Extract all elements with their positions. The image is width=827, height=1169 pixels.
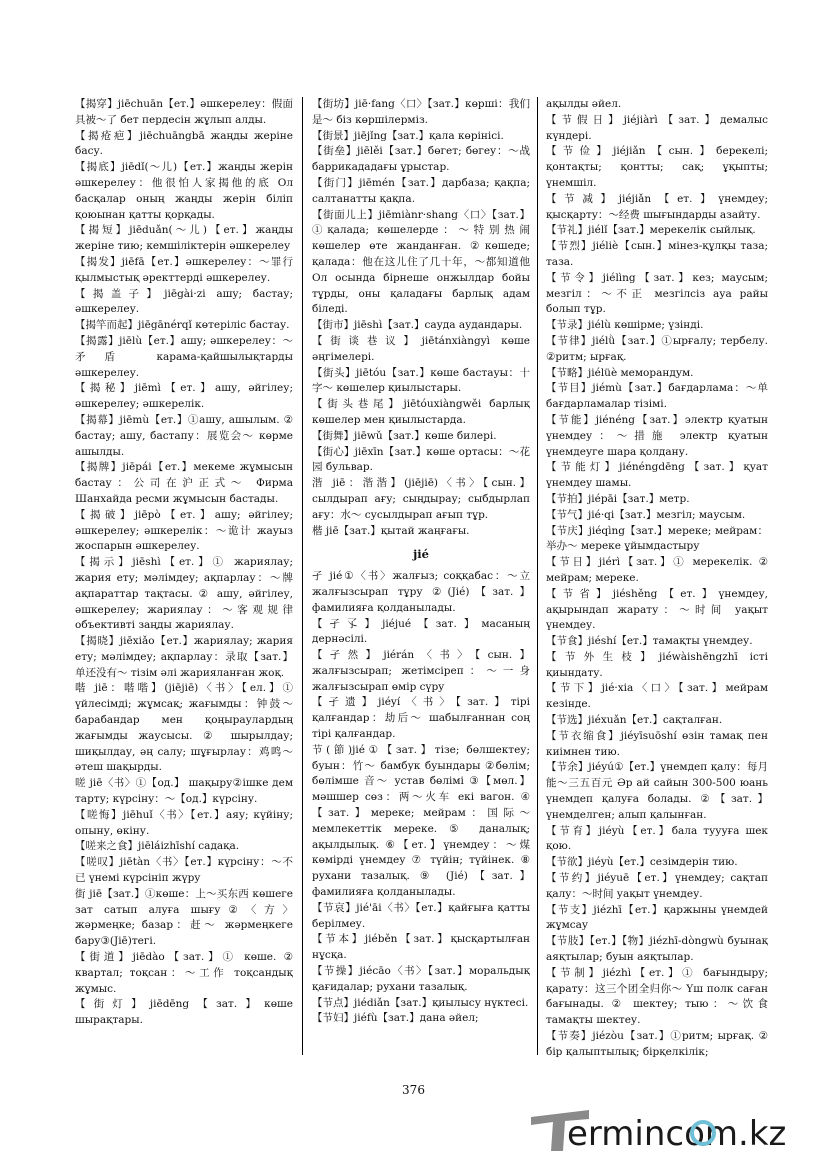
dictionary-entry: 【节肢】【ет.】【物】jiézhī-dòngwù буынақ аяқтылар; буын аяқтылар. (546, 935, 768, 964)
dictionary-entry: 【街门】jiēmén【зат.】дарбаза; қақпа; салтанатты қақпа. (312, 176, 530, 205)
dictionary-entry: 【节下】jié·xia〈口〉【зат.】мейрам кезінде. (546, 682, 768, 711)
dictionary-entry: 【街垒】jiēlěi【зат.】бөгет; бөгеу：～战 баррикададағы ұрыстар. (312, 145, 530, 174)
dictionary-entry: 【嗟来之食】jiēláizhīshí садақа. (75, 840, 240, 853)
page-number: 376 (402, 1083, 425, 1097)
dictionary-entry: 【节拍】jiépāi【зат.】метр. (546, 492, 690, 505)
dictionary-column-2 (312, 97, 530, 1057)
dictionary-entry: 【街坊】jiē·fang〈口〉【зат.】көрші：我们是～ біз көршілерміз. (312, 98, 530, 126)
dictionary-entry: ақылды әйел. (546, 98, 622, 110)
dictionary-entry: 【揭发】jiēfā【ет.】әшкерелеу：～罪行 қылмыстық әректтерді әшкерелеу. (75, 255, 293, 284)
dictionary-entry: 【节操】jiécāo〈书〉【зат.】моральдық қағидалар; рухани тазалық. (312, 965, 530, 993)
dictionary-entry: 【节录】jiélù көшірме; үзінді. (546, 319, 704, 332)
dictionary-entry: 【揭晓】jiēxiǎo【ет.】жариялау; жария ету; мәлімдеу; ақпарлау：录取【зат.】单还没有～ тізім әлі жарияланған жоқ. (75, 635, 293, 679)
dictionary-entry: 【孑遗】jiéyí〈书〉【зат.】тірі қалғандар：劫后～ шабылғаннан соң тірі қалғандар. (312, 696, 530, 741)
dictionary-entry: 【节能】jiénéng【зат.】электр қуатын үнемдеу：～措施 электр қуатын үнемдеуге шара қолдану. (546, 413, 768, 458)
dictionary-entry: 【街灯】jiēdēng【зат.】көше шырақтары. (75, 998, 293, 1027)
column-divider (302, 97, 303, 1055)
dictionary-entry: 【孑孓】jiéjué【зат.】масаның дернәсілі. (312, 617, 530, 646)
dictionary-entry: 【街头】jiētóu【зат.】көше бастауы：十字～ көшелер қиылыстары. (312, 366, 530, 395)
dictionary-entry: 【揭幕】jiēmù【ет.】①ашу, ашылым. ② бастау; ашу, бастапу：展览会～ көрме ашылды. (75, 413, 293, 458)
dictionary-entry: 【孑然】jiérán〈书〉【сын.】жалғызсырап; жетімсіреп：～一身 жалғызсырап өмір сүру (312, 649, 530, 693)
svg-text:ermincom.kz: ermincom.kz (567, 1114, 787, 1154)
dictionary-entry: 【节奏】jiézòu【зат.】①ритм; ырғақ. ② бір қалыптылық; бірқелкілік; (546, 1030, 768, 1057)
dictionary-entry: 【揭示】jiēshì【ет.】① жариялау; жария ету; мәлімдеу; ақпарлау：～牌 ақпараттар тақтасы. ② ашу, әйгілеу, әшкерелеу; жариялау：～客观规律 объективті заңды жариялау. (75, 556, 293, 632)
dictionary-entry: 【揭破】jiēpò【ет.】ашу; әйгілеу; әшкерелеу; әшкерелік：～诡计 жауыз жоспарын әшкерелеу. (75, 508, 293, 553)
dictionary-entry: 【嗟叹】jiētàn〈书〉【ет.】күрсіну：～不已 үнемі күрсініп жүру (75, 856, 293, 885)
dictionary-entry: 【节气】jié·qi【зат.】мезгіл; маусым. (546, 508, 746, 521)
dictionary-entry: 【揭牌】jiēpái【ет.】мекеме жұмысын бастау：公司在沪正式～ Фирма Шанхайда ресми жұмысын бастады. (75, 461, 293, 505)
dictionary-entry: 【揭疮疤】jiēchuāngbā жаңды жеріне басу. (75, 129, 293, 158)
dictionary-entry: 【节衣缩食】jiéyīsuōshí өзін тамақ пен киімнен тию. (546, 729, 768, 758)
dictionary-entry: 【节礼】jiélǐ【зат.】мерекелік сыйлық. (546, 224, 756, 237)
dictionary-entry: 【节令】jiélìng【зат.】кез; маусым; мезгіл：～不正 мезгілсіз ауа райы болып тұр. (546, 271, 768, 316)
dictionary-entry: 【揭穿】jiēchuān【ет.】әшкерелеу：假面具被～了 бет пердесін жұлып алды. (75, 98, 293, 126)
dictionary-entry: 【街谈巷议】jiētánxiàngyì көше әңгімелері. (312, 334, 530, 363)
dictionary-entry: 【揭底】jiēdǐ(～儿)【ет.】жаңды жерін әшкерелеу：他很怕人家揭他的底 Ол басқалар оның жаңды жерін біліп қоюынан қатты қорқады. (75, 161, 293, 221)
dictionary-entry: 【节日】jiérì【зат.】① мерекелік. ② мейрам; мереке. (546, 556, 768, 584)
dictionary-entry: 【节目】jiémù【зат.】бағдарлама：～单 бағдарламалар тізімі. (546, 382, 768, 411)
dictionary-entry: 【节制】jiézhì【ет.】① бағындыру; қарату：这三个团全归你～ Үш полк саған бағынады. ② шектеу; тыю：～饮食 тамақты шектеу. (546, 966, 768, 1027)
dictionary-entry: 【节假日】jiéjiàrì【зат.】демалыс күндері. (546, 113, 768, 142)
dictionary-entry: 【节能灯】jiénéngdēng【зат.】қуат үнемдеу шамы. (546, 461, 768, 490)
dictionary-entry: 【街景】jiējǐng【зат.】қала көрінісі. (312, 129, 504, 142)
dictionary-entry: 湝 jiē：湝湝】(jiējiē)〈书〉【сын.】сылдырап ағу; сыңдырау; сыбдырлап ағу：水～ сусылдырап ағып тұр. (312, 477, 530, 521)
dictionary-column-3 (546, 97, 768, 1057)
dictionary-entry: 【揭短】jiēduǎn(～儿)【ет.】жаңды жеріне тию; кемшіліктерін әшкерелеу (75, 224, 293, 253)
dictionary-entry: 楷 jiē【зат.】қытай жаңғағы. (312, 524, 470, 537)
dictionary-entry: 【节选】jiéxuǎn【ет.】сақталған. (546, 714, 723, 727)
dictionary-entry: 【节俭】jiéjiǎn【сын.】берекелі; қонтақты; қонтты; сақ; ұқыпты; үнемшіл. (546, 145, 768, 189)
dictionary-entry: 【嗟悔】jiēhuǐ〈书〉【ет.】аяу; күйіну; опыну, өкіну. (75, 808, 293, 837)
dictionary-entry: 【节烈】jiéliè【сын.】мінез-құлқы таза; таза. (546, 240, 768, 268)
dictionary-entry: 【节妇】jiéfù【зат.】дана әйел; (312, 1012, 479, 1025)
dictionary-entry: 【节欲】jiéyù【ет.】сезімдерін тию. (546, 856, 738, 869)
dictionary-entry: 【节约】jiéyuē【ет.】үнемдеу; сақтап қалу：～时间 уақыт үнемдеу. (546, 872, 768, 900)
dictionary-entry: 【街道】jiēdào【зат.】① көше. ② квартал; тоқсан：～工作 тоқсандық жұмыс. (75, 951, 293, 995)
dictionary-entry: 【节庆】jiéqìng【зат.】мереке; мейрам：举办～ мереке ұйымдастыру (546, 524, 768, 553)
dictionary-entry: 【揭秘】jiēmì【ет.】ашу, әйгілеу; әшкерелеу; әшкерелік. (75, 382, 293, 411)
dictionary-entry: 【节省】jiéshěng【ет.】үнемдеу, ақырындап жарату：～时间 уақыт үнемдеу. (546, 587, 768, 632)
dictionary-entry: 【街头巷尾】jiētóuxiàngwěi барлық көшелер мен қиылыстарда. (312, 398, 530, 426)
dictionary-column-1 (75, 97, 293, 1057)
dictionary-entry: 【节点】jiédiǎn【зат.】қиылысу нүктесі. (312, 996, 529, 1009)
dictionary-entry: 嗟 jiē〈书〉①【од.】 шақыру②ішке дем тарту; күрсіну：～【од.】күрсіну. (75, 777, 293, 806)
dictionary-entry: 【节食】jiéshí【ет.】тамақты үнемдеу. (546, 635, 753, 648)
dictionary-entry: 街 jiē【зат.】①көше：上～买东西 көшеге зат сатып алуға шығу②〈方〉жәрмеңке; базар：赶～ жәрмеңкеге бару③(Jiē)тегі. (75, 887, 293, 948)
dictionary-entry: 孑 jié①〈书〉жалғыз; соққабас：～立 жалғызсырап тұру ②(Jié)【зат.】фамилияға қолданылады. (312, 570, 530, 614)
section-heading: jié (413, 547, 429, 562)
dictionary-entry: 【节育】jiéyù【ет.】бала туууға шек қою. (546, 824, 768, 853)
dictionary-entry: 【节律】jiélǜ【зат.】①ырғалу; тербелу. ②ритм; ырғақ. (546, 334, 768, 363)
dictionary-entry: 节(節)jié①【зат.】тізе; бөлшектеу; буын：竹～ бамбук буындары ②бөлім; бөлімше 音～ устав бөлімі ③【мөл.】мәшшер сөз：两～火车 екі вагон. ④【зат.】мереке; мейрам：国际～ мемлекеттік мереке. ⑤ даналық; ақылдылық. ⑥【ет.】үнемдеу：～煤 көмірді үнемдеу ⑦ түйін; түйінек. ⑧ рухани тазалық. ⑨ (Jié)【зат.】фамилияға қолданылады. (312, 743, 530, 899)
dictionary-entry: 【节余】jiéyú①【ет.】үнемдеп қалу：每月能～三五百元 Әр ай сайын 300-500 юань үнемдеп қалуға болады. ②【зат.】үнемделген; алып қалынған. (546, 761, 768, 821)
dictionary-entry: 【街心】jiēxīn【зат.】көше ортасы：～花园 бульвар. (312, 445, 530, 474)
dictionary-entry: 【节略】jiélüè меморандум. (546, 366, 694, 379)
dictionary-entry: 【节哀】jié'āi〈书〉【ет.】қайғыға қатты берілмеу. (312, 901, 530, 930)
column-divider (537, 97, 538, 1055)
dictionary-entry: 【街市】jiēshì【зат.】сауда аудандары. (312, 319, 523, 332)
dictionary-entry: 【节减】jiéjiǎn【ет.】үнемдеу; қысқарту：～经费 шығындарды азайту. (546, 192, 768, 221)
termincom-logo (527, 1105, 807, 1155)
dictionary-entry: 喈 jiē：喈喈】(jiējiē)〈书〉【ел.】① үйлесімді; жұмсақ; жағымды：钟鼓～ барабандар мен қоңыраулардың жағымды жаусысы. ② шырылдау; шиқылдау, әң салу; шұғырлау：鸡鸣～ әтеш шақырды. (75, 682, 293, 774)
dictionary-entry: 【节本】jiéběn【зат.】қысқартылған нұсқа. (312, 933, 530, 962)
dictionary-entry: 【揭竿而起】jiēgānérqǐ көтеріліс бастау. (75, 319, 290, 332)
dictionary-entry: 【街舞】jiēwǔ【зат.】көше билері. (312, 429, 497, 442)
dictionary-entry: 【揭盖子】jiēgài·zi ашу; бастау; әшкерелеу. (75, 287, 293, 316)
dictionary-entry: 【节支】jiézhī【ет.】қаржыны үнемдей жұмсау (546, 903, 768, 932)
dictionary-entry: 【节外生枝】jiéwàishēngzhī істі қиындату. (546, 650, 768, 679)
dictionary-entry: 【街面儿上】jiēmiànr·shang〈口〉【зат.】①қалада; көшелерде：～特别热闹 көшелер өте жанданған. ②көшеде; қалада：他在这儿住了几十年，～都知道他 Ол осында бірнеше онжылдар бойы тұрды, оны қаладағы барлық адам біледі. (312, 208, 530, 316)
dictionary-entry: 【揭露】jiēlù【ет.】ашу; әшкерелеу：～矛盾 карама-қайшылықтарды әшкерелеу. (75, 334, 293, 379)
